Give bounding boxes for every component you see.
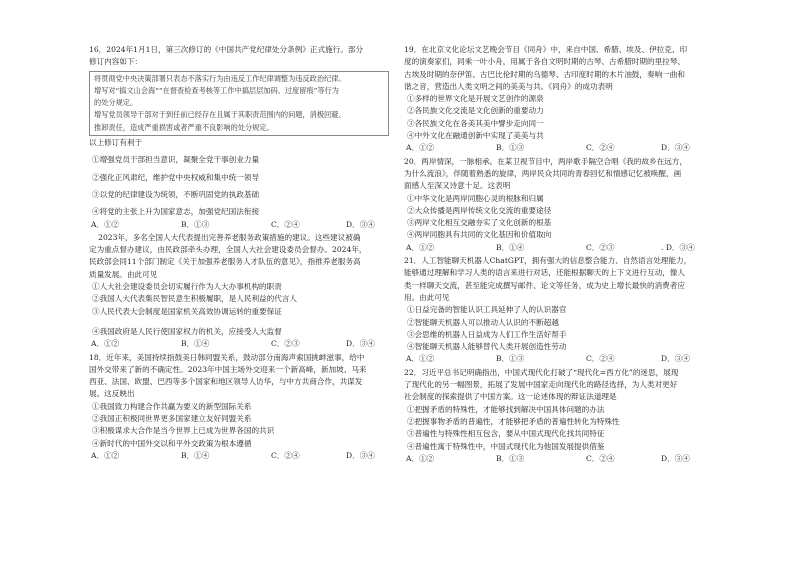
box-line: 增写对“搞文山会海”“在督查检查考核等工作中搞层层加码、过度留痕”等行为 [94,85,339,95]
question-19-stem-line: 度的演奏家们，同乘一叶小舟，用属于各自文明时期的古琴、古希腊时期的里拉琴、 [404,57,685,67]
option-item: ④我国政府是人民行使国家权力的机关，应接受人大监督 [92,326,282,336]
choice-c: C．②③ [271,339,300,349]
choice-a: A．①② [406,143,435,153]
option-item: ④普遍性寓于特殊性中，中国式现代化为他国发展提供借鉴 [407,441,605,451]
choice-a: A．①② [406,453,435,463]
option-item: ④两岸同胞具有共同的文化基因和价值取向 [407,230,552,240]
option-item: ②把握事物矛盾的普遍性，才能够把矛盾的普遍性转化为特殊性 [407,416,620,426]
answer-choices [406,453,708,465]
option-item: ②我国人大代表集民智民意生积极履职，是人民利益的代言人 [92,294,298,304]
choice-b: B．①③ [181,219,210,229]
option-item: ①我国致力构建合作共赢为要义的新型国际关系 [92,401,252,411]
question-22-stem-line: 22．习近平总书记明确指出，中国式现代化打破了“现代化=西方化”的迷思，展现 [404,367,679,377]
question-21-stem-line: 用。由此可见 [404,292,450,302]
choice-b: B．①④ [181,339,210,349]
choice-c: C．②④ [586,453,615,463]
choice-b: B．①④ [181,450,210,460]
option-item: ③以党的纪律建设为统领，不断巩固党的执政基础 [92,189,260,199]
option-item: ③各民族文化在各美其美中譬步走向同一 [407,118,544,128]
question-20-stem-line: 面感人至深又诗意十足。这表明 [404,181,511,191]
question-20-stem-line: 20．两岸情深，一脉相承。在某卫视节目中，两岸歌手隔空合唱《我的故乡在远方， [404,156,688,166]
option-item: ①人大社会建设委员会切实履行作为人大办事机构的职责 [92,282,282,292]
question-22 [404,367,708,465]
question-19-stem-line: 谐之音，营造出人类文明之间的美美与共。《同舟》的成功表明 [404,81,613,91]
choice-c: C．②④ [271,450,300,460]
answer-choices [91,338,389,350]
option-item: ②强化正风肃纪，维护党中央权威和集中统一领导 [92,172,260,182]
question-18-stem-line: 展。这反映出 [89,389,135,399]
option-item: ③积极谋求大合作是当今世界上已成为世界各国的共识 [92,426,275,436]
box-line: 将贯彻党中央决策部署只表态不落实行为由违反工作纪律调整为违反政治纪律。 [94,73,346,83]
option-item: ④中外文化在融通创新中实现了美美与共 [407,131,544,141]
choice-b: B．①③ [496,453,525,463]
question-17-stem-line: 2023年，多名全国人大代表提出完善养老服务政策措施的建议。这些建议被确 [98,232,361,242]
question-18 [89,352,389,463]
option-item: ④智能聊天机器人能够替代人类开展创造性劳动 [407,342,567,352]
option-item: ①把握矛盾的特殊性，才能够找到解决中国具体问题的办法 [407,404,605,414]
choice-a: A．①② [91,339,120,349]
option-item: ③会思维的机器人日益成为人们工作生活好帮手 [407,329,567,339]
choice-d: D．③④ [346,219,375,229]
choice-c: C．②④ [271,219,300,229]
question-20 [404,156,708,254]
question-19 [404,44,708,155]
option-item: ④新时代的中国外交以和平外交政策为根本遵循 [92,438,252,448]
option-item: ①多样的世界文化是开展文艺创作的源泉 [407,94,544,104]
right-column [404,44,708,466]
box-line: 增写党员领导干部对于到任前已经存在且属于其职责范围内的问题，消极回避、 [94,110,346,120]
box-line: 推卸责任，造成严重损害或者严重不良影响的处分规定。 [94,122,274,132]
question-17-stem-line: 质量发展。由此可见 [89,269,158,279]
option-item: ④将党的主张上升为国家意志，加强党纪国法衔接 [92,207,260,217]
question-21 [404,255,708,366]
option-item: ②智能聊天机器人可以推动人认识的不断超越 [407,317,559,327]
question-18-stem-line: 西亚、法国、欧盟、巴西等多个国家和地区领导人访华，与中方共商合作，共谋发 [89,377,363,387]
question-18-stem-line: 18．近年来，美国持续指鼓美日韩同盟关系，鼓动部分南海声索国挑衅滋事，给中 [89,352,365,362]
option-item: ①中华文化是两岸同胞心灵的根脉和归属 [407,193,544,203]
revision-content-box [89,71,389,136]
left-column [89,44,389,463]
question-17-stem-line: 定为重点督办建议，由民政部牵头办理，全国人大社会建设委员会督办。2024年， [89,245,367,255]
choice-d: D．③④ [346,339,375,349]
answer-choices [406,353,708,365]
choice-b: B．①③ [496,143,525,153]
choice-a: A．①② [406,242,435,252]
question-20-stem-line: 为什么流浪》，伴随着熟悉的旋律，两岸民众共同的青春回忆和情感记忆被唤醒，画 [404,168,682,178]
choice-a: A．①② [406,354,435,364]
question-21-stem-line: 能够通过理解和学习人类的语言来进行对话，还能根据聊天的上下文进行互动，像人 [404,268,685,278]
question-22-stem-line: 社会制度的探索提供了中国方案。这一论述体现的辩证法道理是 [404,392,617,402]
answer-choices [91,219,389,231]
question-19-stem-line: 古埃及时期的奈伊笛、古巴比伦时期的乌德琴、古印度时期的木片油鼓，奏响一曲和 [404,69,685,79]
choice-d: D．③④ [661,453,690,463]
answer-choices [91,450,389,462]
choice-d: D．③④ [661,354,690,364]
answer-choices [406,242,708,254]
option-item: ③人民代表大会制度是国家机关高效协调运转的重要保证 [92,306,282,316]
option-item: ②各民族文化交流是文化创新的重要动力 [407,106,544,116]
choice-b: B．①④ [496,242,525,252]
box-line: 的处分规定。 [94,98,138,108]
question-16-stem-line-1: 16．2024年1月1日，第三次修订的《中国共产党纪律处分条例》正式施行。部分 [89,45,364,54]
choice-a: A．①② [91,450,120,460]
question-17-stem-line: 民政部会同11个部门制定《关于加强养老服务人才队伍的意见》，指推养老服务高 [89,257,361,267]
answer-choices [406,142,708,154]
question-21-stem-line: 21．人工智能聊天机器人ChatGPT，拥有强大的信息整合能力、自然语言处理能力， [404,256,692,266]
question-21-stem-line: 类一样聊天交流，甚至能完成撰写邮件、论文等任务，成为史上增长最快的消费者应 [404,280,685,290]
question-22-stem-line: 了现代化的另一幅图景，拓展了发展中国家走向现代化的路径选择，为人类对更好 [404,380,678,390]
option-item: ②我国正积极同世界更多国家建立友好同盟关系 [92,414,252,424]
option-item: ①日益完备的智能认识工具延伸了人的认识器官 [407,305,567,315]
option-item: ③两岸文化相互交融夯实了文化创新的根基 [407,218,552,228]
question-16 [89,44,389,231]
choice-b: B．①③ [496,354,525,364]
question-16-lead: 以上修订有利于 [89,138,143,148]
choice-c: C．②④ [586,143,615,153]
choice-d: D．③④ [346,450,375,460]
question-19-stem-line: 19．在北京文化论坛文艺晚会节目《同舟》中，来自中国、希腊、埃及、伊拉克、印 [404,45,688,54]
choice-c: C．②④ [586,354,615,364]
choice-c: C．②③ [586,242,615,252]
option-item: ②大众传播是两岸传统文化交流的重要途径 [407,205,552,215]
choice-d: . D．③④ [661,242,695,252]
choice-d: D．③④ [661,143,690,153]
option-item: ①增强党员干部担当意识，凝聚全党干事创业力量 [92,155,260,165]
option-item: ③普遍性与特殊性相互包含，要从中国式现代化找共同特征 [407,429,605,439]
question-16-stem-line-2: 修订内容如下： [89,57,143,67]
question-18-stem-line: 国外交带来了新的不确定性。2023年中国主场外交迎来一个新高峰，新加坡、马来 [89,364,367,374]
choice-a: A．①② [91,219,120,229]
question-17 [89,232,389,351]
